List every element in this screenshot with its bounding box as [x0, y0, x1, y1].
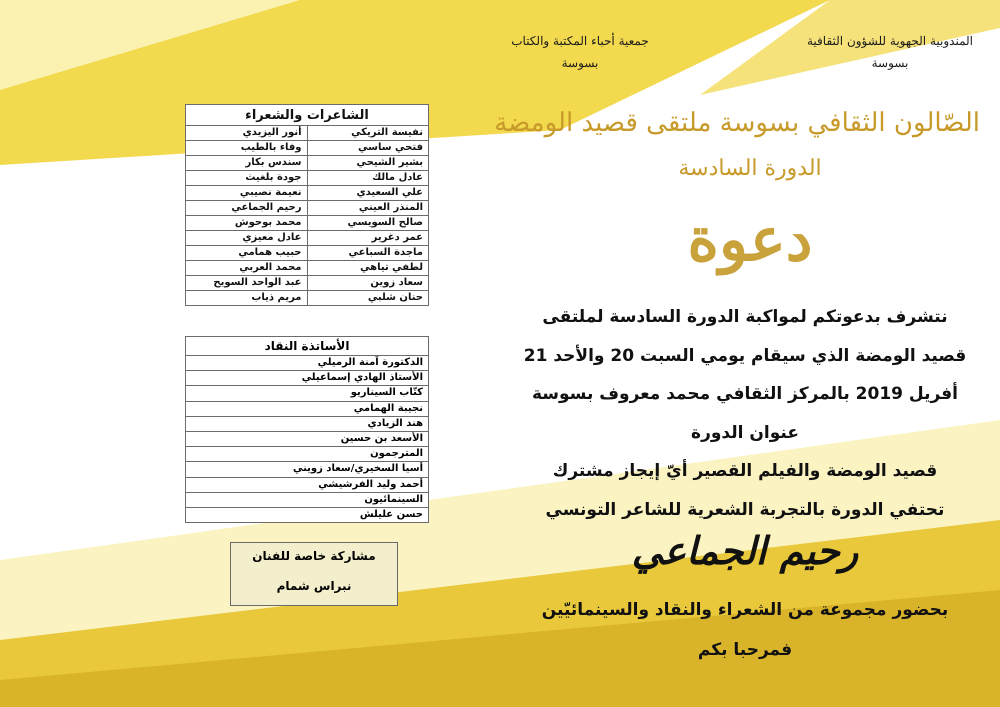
critic-cell: السينمائيون	[186, 492, 429, 507]
table-row	[186, 416, 429, 431]
critics-table	[185, 336, 429, 523]
poet-cell: حبيب همامي	[186, 246, 308, 261]
table-row	[186, 431, 429, 446]
poet-cell: سندس بكار	[186, 156, 308, 171]
table-row	[186, 386, 429, 401]
poet-cell: صالح السويسي	[307, 216, 429, 231]
body-line: عنوان الدورة	[691, 422, 799, 443]
critic-cell: كتّاب السيناريو	[186, 386, 429, 401]
table-row	[186, 356, 429, 371]
poet-cell: لطفي تياهي	[307, 261, 429, 276]
table-row	[186, 462, 429, 477]
critic-cell: حسن عليلش	[186, 507, 429, 522]
critic-cell: هند الزيادي	[186, 416, 429, 431]
poet-cell: محمد بوحوش	[186, 216, 308, 231]
table-row	[186, 171, 429, 186]
closing-line: بحضور مجموعة من الشعراء والنقاد والسينمائيّين	[541, 600, 949, 620]
body-line: نتشرف بدعوتكم لمواكبة الدورة السادسة لملتقى	[542, 307, 948, 327]
poet-cell: نعيمة نصيبي	[186, 186, 308, 201]
left-org-name: جمعية أحباء المكتبة والكتاب	[511, 34, 649, 48]
critic-cell: المترجمون	[186, 447, 429, 462]
event-title: الصّالون الثقافي بسوسة ملتقى قصيد الومضة	[494, 108, 980, 138]
poet-cell: سعاد زوين	[307, 276, 429, 291]
body-line: تحتفي الدورة بالتجربة الشعرية للشاعر التونسي	[545, 499, 945, 520]
poet-cell: نفيسة التريكي	[307, 126, 429, 141]
table-row	[186, 156, 429, 171]
invitation-heading: دعوة	[687, 205, 813, 275]
critic-cell: أسيا السخيري/سعاد زويني	[186, 462, 429, 477]
edition-title: الدورة السادسة	[678, 156, 822, 181]
table-row	[186, 477, 429, 492]
table-row	[186, 492, 429, 507]
body-line: قصيد الومضة الذي سيقام يومي السبت 20 والأحد 21	[523, 345, 967, 366]
poet-cell: جودة بلغيث	[186, 171, 308, 186]
honored-poet-name: رحيم الجماعي	[631, 528, 859, 573]
table-row	[186, 261, 429, 276]
poet-cell: أنور اليزيدي	[186, 126, 308, 141]
left-org-city: بسوسة	[561, 56, 599, 70]
poet-cell: مريم ذياب	[186, 291, 308, 306]
critics-table-header: الأساتذة النقاد	[186, 337, 429, 356]
table-row	[186, 126, 429, 141]
poet-cell: المنذر العيني	[307, 201, 429, 216]
poet-cell: محمد العربي	[186, 261, 308, 276]
poet-cell: حنان شلبي	[307, 291, 429, 306]
special-participation-label: مشاركة خاصة للفنان	[252, 549, 376, 563]
table-row	[186, 141, 429, 156]
critic-cell: أحمد وليد الفرشيشي	[186, 477, 429, 492]
poet-cell: رحيم الجماعي	[186, 201, 308, 216]
critic-cell: الأستاذ الهادي إسماعيلي	[186, 371, 429, 386]
closing-line: فمرحبا بكم	[697, 640, 793, 660]
poet-cell: عادل معيزي	[186, 231, 308, 246]
special-artist-name: نبراس شمام	[276, 579, 352, 593]
poet-cell: علي السعيدي	[307, 186, 429, 201]
invitation-body	[505, 298, 985, 529]
table-row	[186, 216, 429, 231]
poet-cell: ماجدة السباعي	[307, 246, 429, 261]
poet-cell: عمر دغرير	[307, 231, 429, 246]
critic-cell: الدكتورة آمنة الرميلي	[186, 356, 429, 371]
table-row	[186, 246, 429, 261]
poet-cell: وفاء بالطيب	[186, 141, 308, 156]
table-row	[186, 231, 429, 246]
poets-table-header: الشاعرات والشعراء	[186, 105, 429, 126]
table-row	[186, 186, 429, 201]
table-row	[186, 507, 429, 522]
table-row	[186, 447, 429, 462]
poet-cell: عبد الواحد السويح	[186, 276, 308, 291]
table-row	[186, 291, 429, 306]
poets-table	[185, 104, 429, 306]
special-participation-box	[230, 542, 398, 606]
body-line: أفريل 2019 بالمركز الثقافي محمد معروف بسوسة	[532, 384, 958, 404]
left-organization	[500, 30, 660, 74]
table-row	[186, 201, 429, 216]
right-org-city: بسوسة	[871, 56, 909, 70]
table-row	[186, 371, 429, 386]
right-organization	[800, 30, 980, 74]
poet-cell: عادل مالك	[307, 171, 429, 186]
table-row	[186, 401, 429, 416]
body-line: قصيد الومضة والفيلم القصير أيّ إيجاز مشترك	[552, 461, 938, 481]
invitation-closing	[505, 590, 985, 670]
table-row	[186, 276, 429, 291]
poet-cell: فتحي ساسي	[307, 141, 429, 156]
critic-cell: نجيبة الهمامي	[186, 401, 429, 416]
right-org-name: المندوبية الجهوية للشؤون الثقافية	[807, 34, 973, 48]
critic-cell: الأسعد بن حسين	[186, 431, 429, 446]
poet-cell: بشير الشيحي	[307, 156, 429, 171]
